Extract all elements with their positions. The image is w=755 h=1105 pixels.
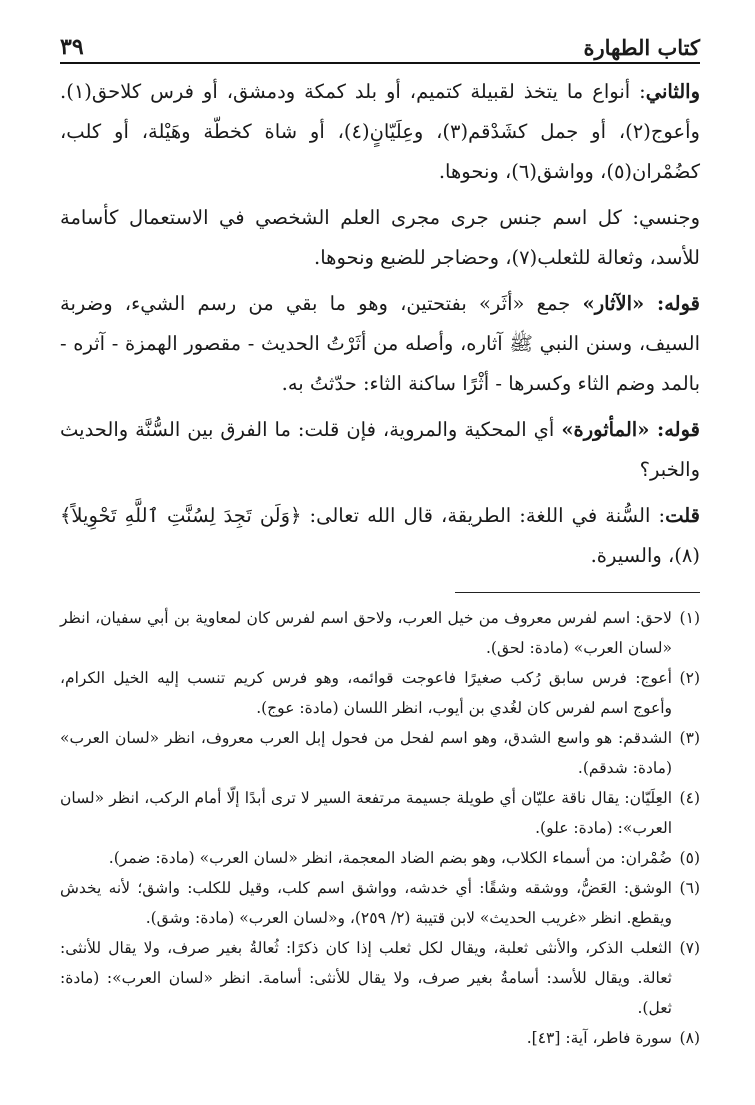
footnote-number: (٤) xyxy=(679,789,700,807)
paragraph-sunna xyxy=(60,496,700,576)
footnote-text: أعوج: فرس سابق رُكب صغيرًا فاعوجت قوائمه، وهو فرس كريم تنسب إليه الخيل الكرام، وأعوج اسم لفرس كان لغُدي بن أيوب، انظر اللسان (مادة: عوج). xyxy=(60,669,672,717)
paragraph-lead: قلت xyxy=(665,504,700,527)
footnote-number: (٣) xyxy=(679,729,700,747)
paragraph-body: : السُّنة في اللغة: الطريقة، قال الله تعالى: ﴿وَلَن تَجِدَ لِسُنَّتِ ٱللَّهِ تَحْوِيلاً﴾(٨)، والسيرة. xyxy=(60,504,700,567)
paragraph-althani xyxy=(60,72,700,192)
footnote-text: ضُمْران: من أسماء الكلاب، وهو بضم الضاد المعجمة، انظر «لسان العرب» (مادة: ضمر). xyxy=(108,849,672,867)
footnote-number: (١) xyxy=(679,609,700,627)
footnote-divider xyxy=(455,592,700,593)
footnote-5 xyxy=(60,843,700,873)
paragraph-lead: قوله: «الآثار» xyxy=(582,292,700,315)
footnote-number: (٧) xyxy=(679,939,700,957)
paragraph-lead: والثاني xyxy=(645,80,700,103)
paragraph-body: : أنواع ما يتخذ لقبيلة كتميم، أو بلد كمكة ودمشق، أو فرس كلاحق(١). وأعوج(٢)، أو جمل كشَدْقم(٣)، وعِلَيّانٍ(٤)، أو شاة كخطّة وهَيْلة، أو كلب، كضُمْران(٥)، وواشق(٦)، ونحوها. xyxy=(60,80,700,183)
paragraph-jinsi xyxy=(60,198,700,278)
book-page xyxy=(60,26,700,1053)
paragraph-athar xyxy=(60,284,700,404)
footnote-3 xyxy=(60,723,700,783)
page-number: ٣٩ xyxy=(60,34,84,60)
book-title: كتاب الطهارة xyxy=(583,35,700,60)
footnote-text: العِلَيّان: يقال ناقة عليّان أي طويلة جسيمة مرتفعة السير لا ترى أبدًا إلّا أمام الركب، انظر «لسان العرب»: (مادة: علو). xyxy=(60,789,672,837)
main-text xyxy=(60,72,700,576)
footnote-text: سورة فاطر، آية: [٤٣]. xyxy=(526,1029,672,1047)
paragraph-mathura xyxy=(60,410,700,490)
footnote-1 xyxy=(60,603,700,663)
paragraph-body: وجنسي: كل اسم جنس جرى مجرى العلم الشخصي في الاستعمال كأسامة للأسد، وثعالة للثعلب(٧)، وحضاجر للضبع ونحوها. xyxy=(60,206,700,269)
footnote-number: (٦) xyxy=(679,879,700,897)
footnote-2 xyxy=(60,663,700,723)
footnote-text: الشدقم: هو واسع الشدق، وهو اسم لفحل من فحول إبل العرب معروف، انظر «لسان العرب» (مادة: شدقم). xyxy=(60,729,672,777)
footnote-text: لاحق: اسم لفرس معروف من خيل العرب، ولاحق اسم لفرس كان لمعاوية بن أبي سفيان، انظر «لسان العرب» (مادة: لحق). xyxy=(60,609,672,657)
footnote-4 xyxy=(60,783,700,843)
footnote-text: الوشق: العَضُّ، ووشقه وشقًا: أي خدشه، وواشق اسم كلب، وقيل للكلب: واشق؛ لأنه يخدش ويقطع. انظر «غريب الحديث» لابن قتيبة (٢/ ٢٥٩)، و«لسان العرب» (مادة: وشق). xyxy=(60,879,672,927)
footnote-8 xyxy=(60,1023,700,1053)
paragraph-body: أي المحكية والمروية، فإن قلت: ما الفرق بين السُّنَّة والحديث والخبر؟ xyxy=(60,418,700,481)
footnote-text: الثعلب الذكر، والأنثى ثعلبة، ويقال لكل ثعلب إذا كان ذكرًا: ثُعالةُ بغير صرف، ولا يقال للأنثى: ثعالة. ويقال للأسد: أسامةُ بغير صرف، ولا يقال للأنثى: أسامة. انظر «لسان العرب»: (مادة: ثعل). xyxy=(60,939,672,1017)
paragraph-body: جمع «أثَر» بفتحتين، وهو ما بقي من رسم الشيء، وضربة السيف، وسنن النبي ﷺ آثاره، وأصله من أثَرْتُ الحديث - مقصور الهمزة - آثره - بالمد وضم الثاء وكسرها - أثْرًا ساكنة الثاء: حدّثتُ به. xyxy=(60,292,700,395)
footnote-number: (٥) xyxy=(679,849,700,867)
footnote-number: (٢) xyxy=(679,669,700,687)
footnote-number: (٨) xyxy=(679,1029,700,1047)
footnote-6 xyxy=(60,873,700,933)
footnotes xyxy=(60,603,700,1053)
paragraph-lead: قوله: «المأثورة» xyxy=(561,418,700,441)
running-header xyxy=(60,26,700,64)
footnote-7 xyxy=(60,933,700,1023)
